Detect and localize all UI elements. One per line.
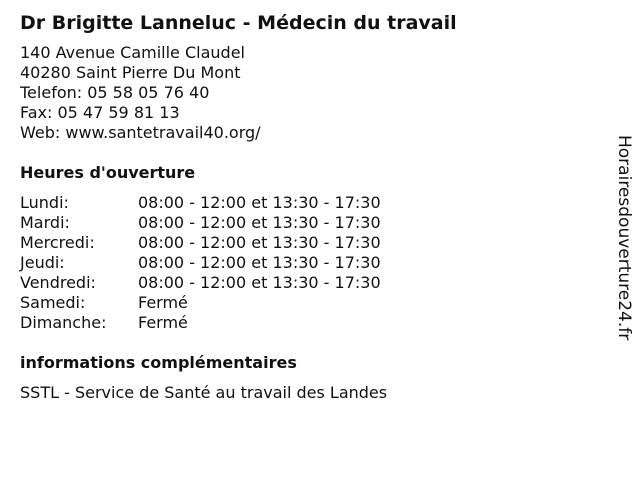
contact-block xyxy=(20,43,261,143)
time-value: 08:00 - 12:00 et 13:30 - 17:30 xyxy=(138,273,381,292)
fax-number: Fax: 05 47 59 81 13 xyxy=(20,103,180,122)
time-value: Fermé xyxy=(138,313,188,332)
time-value: 08:00 - 12:00 et 13:30 - 17:30 xyxy=(138,253,381,272)
phone-number: Telefon: 05 58 05 76 40 xyxy=(20,83,210,102)
address-street: 140 Avenue Camille Claudel xyxy=(20,43,245,62)
additional-info-text: SSTL - Service de Santé au travail des Landes xyxy=(20,383,388,402)
day-label: Mardi: xyxy=(20,213,70,232)
hours-row-friday xyxy=(20,273,381,293)
hours-row-saturday xyxy=(20,293,381,313)
brand-text: Horairesdouverture24.fr xyxy=(614,135,634,341)
day-label: Dimanche: xyxy=(20,313,107,332)
hours-row-thursday xyxy=(20,253,381,273)
time-value: Fermé xyxy=(138,293,188,312)
time-value: 08:00 - 12:00 et 13:30 - 17:30 xyxy=(138,213,381,232)
time-value: 08:00 - 12:00 et 13:30 - 17:30 xyxy=(138,193,381,212)
hours-row-tuesday xyxy=(20,213,381,233)
time-value: 08:00 - 12:00 et 13:30 - 17:30 xyxy=(138,233,381,252)
address-city: 40280 Saint Pierre Du Mont xyxy=(20,63,241,82)
day-label: Jeudi: xyxy=(20,253,65,272)
day-label: Vendredi: xyxy=(20,273,96,292)
opening-hours-heading: Heures d'ouverture xyxy=(20,163,196,182)
additional-info-heading: informations complémentaires xyxy=(20,353,297,372)
day-label: Mercredi: xyxy=(20,233,95,252)
hours-row-wednesday xyxy=(20,233,381,253)
website-link[interactable]: Web: www.santetravail40.org/ xyxy=(20,123,261,142)
hours-row-sunday xyxy=(20,313,381,333)
page-title: Dr Brigitte Lanneluc - Médecin du travail xyxy=(20,12,457,34)
brand-watermark xyxy=(612,135,636,345)
opening-hours-table xyxy=(20,193,381,333)
hours-row-monday xyxy=(20,193,381,213)
day-label: Samedi: xyxy=(20,293,86,312)
day-label: Lundi: xyxy=(20,193,69,212)
